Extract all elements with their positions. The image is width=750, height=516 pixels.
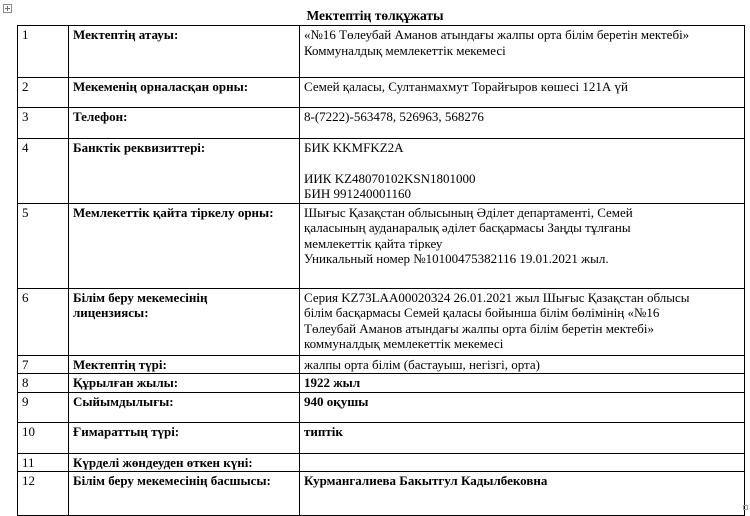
row-label: Сыйымдылығы: bbox=[69, 392, 300, 422]
row-number: 7 bbox=[18, 355, 69, 374]
value-line: қаласының ауданаралық әділет басқармасы Заңды тұлғаны bbox=[304, 220, 631, 235]
value-line: типтік bbox=[304, 423, 343, 439]
label-line: лицензиясы: bbox=[73, 305, 149, 320]
table-row bbox=[18, 374, 745, 393]
row-value bbox=[300, 355, 745, 374]
table-row bbox=[18, 108, 745, 139]
value-line: Шығыс Қазақстан облысының Әділет департаменті, Семей bbox=[304, 204, 633, 220]
value-line: жалпы орта білім (бастауыш, негізгі, орта) bbox=[304, 356, 540, 372]
school-passport-table bbox=[17, 25, 745, 516]
row-number: 5 bbox=[18, 203, 69, 288]
row-number: 10 bbox=[18, 422, 69, 453]
value-line: «№16 Төлеубай Аманов атындағы жалпы орта білім беретін мектебі» bbox=[304, 27, 690, 42]
table-row bbox=[18, 78, 745, 108]
value-line: Уникальный номер №10100475382116 19.01.2021 жыл. bbox=[304, 251, 609, 266]
row-value bbox=[300, 108, 745, 139]
row-number: 6 bbox=[18, 288, 69, 355]
row-label: Күрделі жөндеуден өткен күні: bbox=[69, 453, 300, 472]
row-value bbox=[300, 288, 745, 355]
row-value bbox=[300, 78, 745, 108]
row-label: Ғимараттың түрі: bbox=[69, 422, 300, 453]
row-label: Мектептің атауы: bbox=[69, 26, 300, 78]
row-value bbox=[300, 422, 745, 453]
row-value bbox=[300, 392, 745, 422]
table-resize-handle[interactable] bbox=[743, 505, 748, 510]
row-number: 2 bbox=[18, 78, 69, 108]
row-label: Мекеменің орналасқан орны: bbox=[69, 78, 300, 108]
row-number: 3 bbox=[18, 108, 69, 139]
table-row bbox=[18, 392, 745, 422]
row-value bbox=[300, 203, 745, 288]
row-value bbox=[300, 453, 745, 472]
row-value bbox=[300, 26, 745, 78]
value-line: Курмангалиева Бакытгул Кадылбековна bbox=[304, 473, 548, 488]
table-row bbox=[18, 472, 745, 516]
value-line: 1922 жыл bbox=[304, 375, 361, 390]
row-label: Мектептің түрі: bbox=[69, 355, 300, 374]
table-row bbox=[18, 288, 745, 355]
table-row bbox=[18, 203, 745, 288]
value-line: Коммуналдық мемлекеттік мекемесі bbox=[304, 42, 506, 58]
value-line: 940 оқушы bbox=[304, 393, 369, 409]
label-line: Білім беру мекемесінің bbox=[73, 289, 208, 305]
value-line: Семей қаласы, Султанмахмут Торайғыров көшесі 121А үй bbox=[304, 79, 628, 94]
row-label: Мемлекеттік қайта тіркелу орны: bbox=[69, 203, 300, 288]
row-label: Банктік реквизиттері: bbox=[69, 139, 300, 204]
value-line: білім басқармасы Семей қаласы бойынша білім бөлімінің «№16 bbox=[304, 305, 660, 320]
value-line: БИН 991240001160 bbox=[304, 186, 412, 201]
row-value bbox=[300, 472, 745, 516]
value-line: БИК KKMFKZ2A bbox=[304, 140, 404, 155]
row-number: 4 bbox=[18, 139, 69, 204]
value-line: Төлеубай Аманов атындағы жалпы орта білім беретін мектебі» bbox=[304, 320, 655, 336]
value-line: ИИК KZ48070102KSN1801000 bbox=[304, 170, 476, 186]
row-number: 8 bbox=[18, 374, 69, 393]
row-label: Телефон: bbox=[69, 108, 300, 139]
row-label: Білім беру мекемесінің басшысы: bbox=[69, 472, 300, 516]
document-title: Мектептің төлқұжаты bbox=[306, 8, 444, 23]
table-row bbox=[18, 26, 745, 78]
value-line: 8-(7222)-563478, 526963, 568276 bbox=[304, 109, 484, 124]
row-number: 1 bbox=[18, 26, 69, 78]
row-value bbox=[300, 374, 745, 393]
row-label: Құрылған жылы: bbox=[69, 374, 300, 393]
row-number: 9 bbox=[18, 392, 69, 422]
value-line: мемлекеттік қайта тіркеу bbox=[304, 235, 443, 251]
table-row bbox=[18, 355, 745, 374]
table-row bbox=[18, 422, 745, 453]
row-value bbox=[300, 139, 745, 204]
value-line bbox=[304, 156, 740, 171]
value-line: коммуналдық мемлекеттік мекемесі bbox=[304, 336, 504, 351]
table-row bbox=[18, 453, 745, 472]
row-label bbox=[69, 288, 300, 355]
row-number: 12 bbox=[18, 472, 69, 516]
row-number: 11 bbox=[18, 453, 69, 472]
table-row bbox=[18, 139, 745, 204]
value-line: Серия KZ73LAA00020324 26.01.2021 жыл Шығыс Қазақстан облысы bbox=[304, 289, 690, 305]
